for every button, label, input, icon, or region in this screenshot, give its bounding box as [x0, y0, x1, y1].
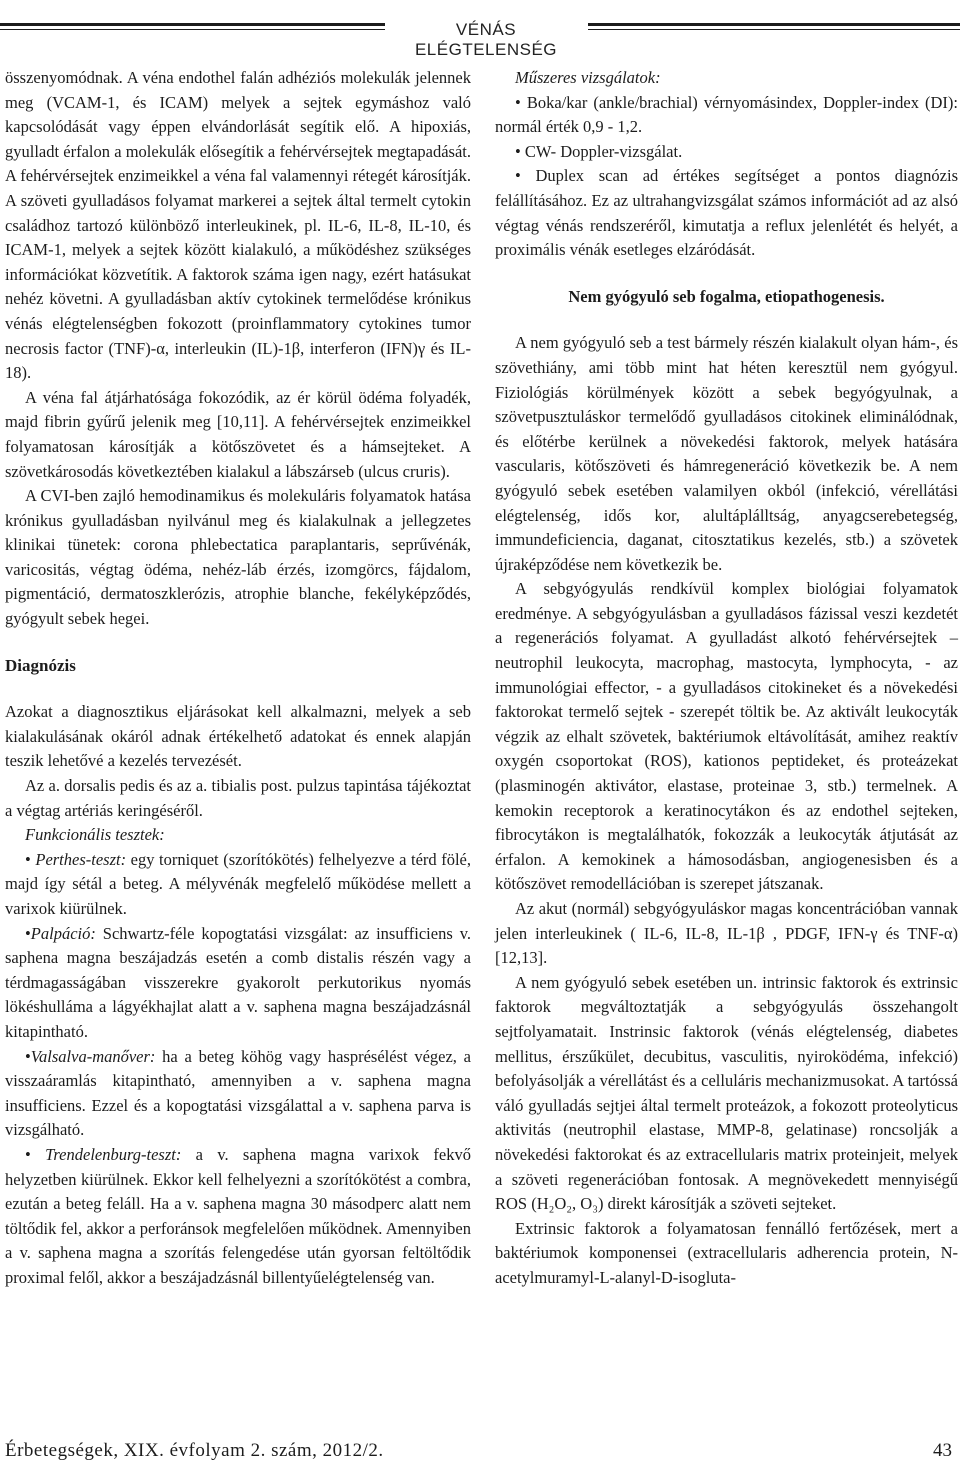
paragraph-acute-healing: Az akut (normál) sebgyógyuláskor magas koncentrációban vannak jelen interleukinek ( IL-6, IL-8, IL-1β , PDGF, IFN-γ és TNF-α) [12,13]. — [495, 899, 958, 968]
test-trendelenburg: • Trendelenburg-teszt: a v. saphena magna varixok fekvő helyzetben kiürülnek. Ekkor kell felhelyezni a szorítókötést a combra, ezután a beteg feláll. Ha a v. saphena magna 30 másodperc alatt nem töltődik fel, akkor a perforánsok megfelelően működnek. Amennyiben a v. saphena magna a szorítás felengedése után gyorsan feltöltődik proximal felől, akkor a beszájadzásnál billentyűelégtelenség van. — [5, 1144, 471, 1287]
spacer — [5, 678, 471, 700]
running-header-title: VÉNÁS ELÉGTELENSÉG — [414, 20, 558, 59]
spacer — [495, 263, 958, 285]
header-rule-right-thick — [588, 23, 960, 26]
test-palpation: •Palpáció: Schwartz-féle kopogtatási vizsgálat: az insufficiens v. saphena magna beszájadzás esetén a comb distalis részén vagy a térdmagasságában visszerekre gyakorolt perkutorikus nyomás lökéshulláma a lágyékhajlat alatt a v. saphena magna beszájadzásnál kitapintható. — [5, 923, 471, 1041]
test-valsalva-text: ha a beteg köhög vagy hasprésélést végez, a visszaáramlás kitapintható, amennyiben a v. saphena magna insufficiens. Ezzel és a kopogtatási vizsgálattal a v. saphena parva is vizsgálható. — [5, 1046, 471, 1140]
header-rule-left-thick — [0, 23, 385, 26]
paragraph-cvi: A CVI-ben zajló hemodinamikus és molekuláris folyamatok hatása krónikus gyulladásban nyilvánul meg és kialakulnak a jellegzetes klinikai tünetek: corona phlebectatica paraplantaris, seprűvénák, varicositás, végtag ödéma, nehéz-láb érzés, izomgörcs, fájdalom, pigmentáció, dermatoszklerózis, atrophie blanche, fekélyképződés, gyógyult sebek hegei. — [5, 486, 471, 629]
heading-diagnosis: Diagnózis — [5, 655, 76, 675]
right-column — [495, 66, 958, 1291]
header-rule-right-thin — [588, 29, 960, 30]
journal-citation: Érbetegségek, XIX. évfolyam 2. szám, 2012/2. — [5, 1440, 384, 1461]
paragraph-intrinsic-factors: A nem gyógyuló sebek esetében un. intrinsic faktorok és extrinsic faktorok megváltoztatják a sebgyógyulás összehangolt sejtfolyamatait. Instrinsic faktorok (vénás elégtelenség, diabetes mellitus, érszűkület, decubitus, vasculitis, nyiroködéma, infekció) befolyásolják a vérellátást és a celluláris mechanizmusokat. A tartóssá váló gyulladás sejtjei által termelt proteázok, a fokozott proteolyticus aktivitás (neutrophil elastase, MMP-8, gelatinase) roncsolják a növekedési faktorokat és az extracellularis matrix proteinjeit, melyek a szöveti regenerációban fontosak. A megnövekedett mennyiségű ROS (H₂O₂, O₃) direkt károsítják a szöveti sejteket. — [495, 972, 958, 1214]
functional-tests-title: Funkcionális tesztek: — [25, 825, 165, 845]
paragraph-wound-healing: A sebgyógyulás rendkívül komplex biológiai folyamatok eredménye. A sebgyógyulásban a gyulladásos fázissal veszi kezdetét a regenerációs folyamat. A gyulladást alkotó fehérvérsejtek – neutrophil leukocyta, macrophag, mastocyta, lymphocyta, - az immunológiai effector, - a gyulladásos citokineket és a növekedési faktorokat termelő sejtek - szerepét töltik be. Az aktivált leukocyták végzik az elhalt szövetek, baktériumok eltávolítását, amihez reaktív oxygén csoportokat (ROS), kationos peptideket, és proteázekat (plasminogén aktivátor, elastase, proteinae 3, stb.) termelnek. A kemokin receptorok a keratinocytákon és az endothel sejteken, fibrocytákon is megtalálhatók, fokozzák a leukocyták átjutását az érfalon. A kemokinek a hámosodásban, angiogenesisben és a kötőszövet remodellációban is szerepet játszanak. — [495, 579, 958, 894]
header-rule-left-thin — [0, 29, 385, 30]
test-palpation-text: Schwartz-féle kopogtatási vizsgálat: az insufficiens v. saphena magna beszájadzás esetén a comb distalis részén vagy a térdmagasságában visszerekre gyakorolt perkutorikus nyomás lökéshulláma a lágyékhajlat alatt a v. saphena magna beszájadzásnál kitapintható. — [5, 923, 471, 1041]
test-perthes-text: egy torniquet (szorítókötés) felhelyezve a térd fölé, majd így sétál a beteg. A mélyvénák megfelelő működése mellett a varixok kiürülnek. — [5, 849, 472, 918]
spacer — [5, 632, 471, 654]
test-trendelenburg-label: Trendelenburg-teszt: — [45, 1144, 182, 1164]
left-column — [5, 66, 471, 1291]
bullet-duplex-scan: • Duplex scan ad értékes segítséget a pontos diagnózis felállításához. Ez az ultrahangvizsgálat számos információt ad az alsó végtag vénás rendszeréről, kimutatja a reflux jelenlétét és helyét, a proximális vénák esetleges elzáródását. — [495, 166, 958, 260]
heading-nonhealing-wound: Nem gyógyuló seb fogalma, etiopathogenesis. — [568, 286, 885, 306]
spacer — [495, 309, 958, 331]
test-trendelenburg-text: a v. saphena magna varixok fekvő helyzetben kiürülnek. Ekkor kell felhelyezni a szorítókötést a combra, ezután a beteg feláll. Ha a v. saphena magna 30 másodperc alatt nem töltődik fel, akkor a perforánsok megfelelően működnek. Amennyiben a v. saphena magna a szorítás felengedése után gyorsan feltöltődik proximal felől, akkor a beszájadzásnál billentyűelégtelenség van. — [5, 1144, 471, 1287]
instrumental-tests-title: Műszeres vizsgálatok: — [515, 68, 661, 87]
page-footer — [0, 1440, 960, 1470]
paragraph-vein-wall: A véna fal átjárhatósága fokozódik, az ér körül ödéma folyadék, majd fibrin gyűrű jelenik meg [10,11]. A fehérvérsejtek enzimeikkel folyamatosan károsítják a kötőszövetet és a hámsejteket. A szövetkárosodás következtében kialakul a lábszárseb (ulcus cruris). — [5, 387, 471, 481]
bullet-duplex-scan-text: Duplex scan ad értékes segítséget a pontos diagnózis felállításához. Ez az ultrahangvizsgálat számos információt ad az alsó végtag vénás rendszeréről, kimutatja a reflux jelenlétét és helyét, a proximális vénák esetleges elzáródását. — [495, 166, 958, 260]
paragraph-diagnostic-procedures: Azokat a diagnosztikus eljárásokat kell alkalmazni, melyek a seb kialakulásának okáról adnak értékelhető adatokat és ennek alapján teszik lehetővé a kezelés tervezését. — [5, 702, 471, 771]
bullet-cw-doppler: • CW- Doppler-vizsgálat. — [515, 141, 683, 161]
paragraph-pulse: Az a. dorsalis pedis és az a. tibialis post. pulzus tapintása tájékoztat a végtag artériás keringéséről. — [5, 776, 471, 820]
test-perthes-label: Perthes-teszt: — [35, 849, 127, 869]
paragraph-extrinsic-factors: Extrinsic faktorok a folyamatosan fennálló fertőzések, mert a baktériumok komponensei (extracellularis adherencia protein, N-acetylmuramyl-L-alanyl-D-isogluta- — [495, 1218, 958, 1287]
test-valsalva-label: Valsalva-manőver: — [30, 1046, 156, 1066]
paragraph-inflammation: összenyomódnak. A véna endothel falán adhéziós molekulák jelennek meg (VCAM-1, és ICAM) melyek a sejtek egymáshoz való kapcsolódását vagy éppen elvándorlását segítik elő. A hipoxiás, gyulladt érfalon a molekulák elősegítik a fehérvérsejtek megtapadását. A fehérvérsejtek enzimeikkel a véna fal valamennyi rétegét károsítják. A szöveti gyulladásos folyamat markerei a sejtek által termelt cytokin családhoz tartozó különböző interleukinek, pl. IL-6, IL-8, IL-10, és ICAM-1, melyek a sejtek között kialakuló, a működéshez szükséges információkat közvetítik. A faktorok száma igen nagy, ezért hatásukat nehéz követni. A gyulladásban aktív cytokinek termelődése krónikus vénás elégtelenségben fokozott (proinflammatory cytokines tumor necrosis factor (TNF)-α, interleukin (IL)-1β, interferon (IFN)γ és IL-18). — [5, 68, 471, 383]
bullet-ankle-brachial: • Boka/kar (ankle/brachial) vérnyomásindex, Doppler-index (DI): normál érték 0,9 - 1,2. — [495, 92, 958, 137]
test-palpation-label: Palpáció: — [30, 923, 96, 943]
test-perthes: • Perthes-teszt: egy torniquet (szorítókötés) felhelyezve a térd fölé, majd így sétál a beteg. A mélyvénák megfelelő működése mellett a varixok kiürülnek. — [5, 849, 472, 918]
bullet-ankle-brachial-text: Boka/kar (ankle/brachial) vérnyomásindex, Doppler-index (DI): normál érték 0,9 - 1,2. — [495, 92, 958, 137]
page-header — [0, 16, 960, 59]
page-number: 43 — [933, 1440, 952, 1461]
bullet-cw-doppler-text: CW- Doppler-vizsgálat. — [524, 141, 683, 161]
paragraph-nonhealing-definition: A nem gyógyuló seb a test bármely részén kialakult olyan hám-, és szövethiány, ami több mint hat héten keresztül nem gyógyul. Fiziológiás körülmények között a sebek begyógyulnak, a szövetpusztuláskor termelődő gyulladásos citokinek eliminálódnak, és előtérbe kerülnek a növekedési faktorok, melyek hatására vascularis, kötőszöveti és hámregeneráció következik be. A nem gyógyuló sebek esetében valamilyen okból (infekció, vérellátási elégtelenség, idős kor, alultáplálltság, anyagcserebetegség, immundeficiencia, daganat, citosztatikus kezelés, stb.) a szövetek újraképződése nem következik be. — [495, 333, 958, 574]
test-valsalva: •Valsalva-manőver: ha a beteg köhög vagy hasprésélést végez, a visszaáramlás kitapintható, amennyiben a v. saphena magna insufficiens. Ezzel és a kopogtatási vizsgálattal a v. saphena parva is vizsgálható. — [5, 1046, 471, 1140]
